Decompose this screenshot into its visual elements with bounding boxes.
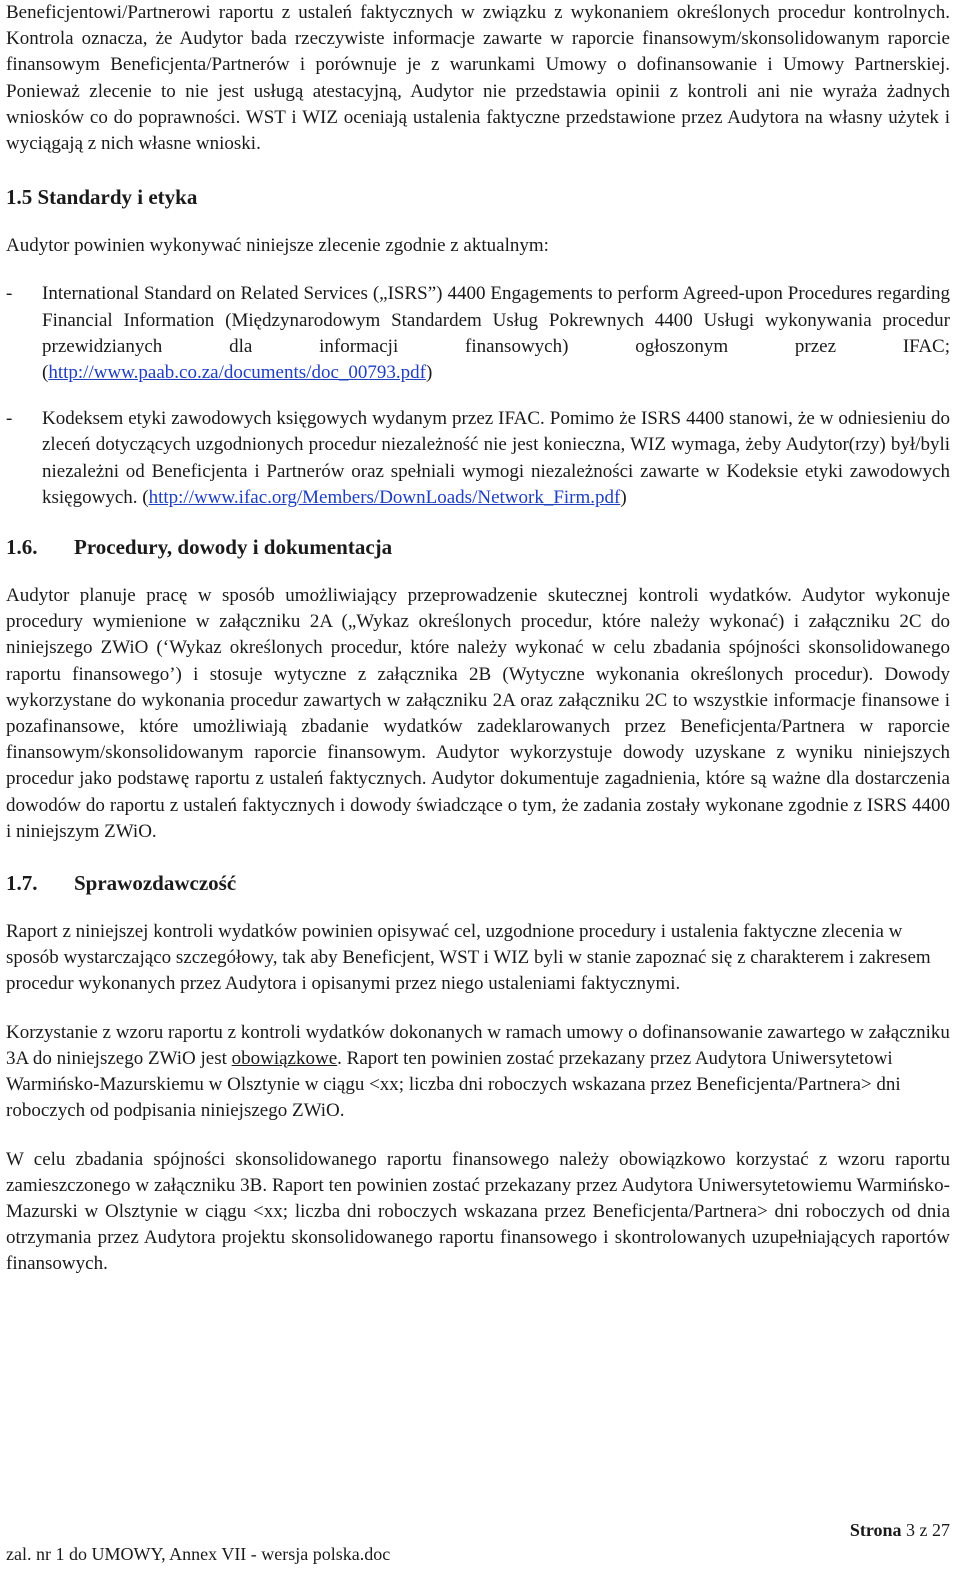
ethics-text: Kodeksem etyki zawodowych księgowych wydanym przez IFAC. Pomimo że ISRS 4400 stanowi, że w odniesieniu do zleceń dotyczących uzgodnionych procedur niezależność nie jest konieczna, WIZ wymaga, żeby Audytor(rzy) był/byli niezależni od Beneficjenta i Partnerów oraz spełniali wymogi niezależności zawarte w Kodeksie etyki zawodowych księgowych. ( bbox=[42, 408, 950, 508]
ifac-link[interactable]: http://www.ifac.org/Members/DownLoads/Network_Firm.pdf bbox=[148, 486, 621, 508]
page-total: 27 bbox=[932, 1520, 950, 1540]
section-1-6-text: Audytor planuje pracę w sposób umożliwiający przeprowadzenie skutecznej kontroli wydatków. Audytor wykonuje procedury wymienione w załączniku 2A („Wykaz określonych procedur, które należy wykonać) i załączniku 2C do niniejszego ZWiO (‘Wykaz określonych procedur, które należy wykonać w celu zbadania spójności skonsolidowanego raportu finansowego’) i stosuje wytyczne z załącznika 2B (Wytyczne wykonania określonych procedur). Dowody wykorzystane do wykonania procedur zawartych w załączniku 2A oraz załączniku 2C to wszystkie informacje finansowe i pozafinansowe, które umożliwiają zbadanie wydatków zadeklarowanych przez Beneficjenta/Partnera w raporcie finansowym/skonsolidowanym raporcie finansowym. Audytor wykorzystuje dowody uzyskane z wyniku niniejszych procedur jako podstawę raportu z ustaleń faktycznych. Audytor dokumentuje zagadnienia, które są ważne dla dostarczenia dowodów do raportu z ustaleń faktycznych i dowody świadczące o tym, że zadania zostały wykonane zgodnie z ISRS 4400 i niniejszym ZWiO. bbox=[6, 585, 950, 842]
section-1-5 bbox=[6, 183, 950, 511]
document-page bbox=[6, 0, 950, 1278]
section-number: 1.6. bbox=[6, 535, 38, 560]
section-1-5-heading: 1.5 Standardy i etyka bbox=[6, 185, 198, 210]
section-title: Sprawozdawczość bbox=[74, 871, 237, 896]
page-current: 3 bbox=[906, 1520, 915, 1540]
section-1-7 bbox=[6, 869, 950, 1277]
section-1-7-paragraph-3: W celu zbadania spójności skonsolidowanego raportu finansowego należy obowiązkowo korzystać z wzoru raportu zamieszczonego w załączniku 3B. Raport ten powinien zostać przekazany przez Audytora Uniwersytetowiemu Warmińsko-Mazurski w Olsztynie w ciągu <xx; liczba dni roboczych wskazana przez Beneficjenta/Partnera> dni roboczych od dnia otrzymania przez Audytora projektu skonsolidowanego raportu finansowego i skontrolowanych uzupełniających raportów finansowych. bbox=[6, 1148, 950, 1275]
section-1-5-intro: Audytor powinien wykonywać niniejsze zlecenie zgodnie z aktualnym: bbox=[6, 235, 549, 257]
page-separator: z bbox=[919, 1520, 928, 1540]
intro-paragraph: Beneficjentowi/Partnerowi raportu z ustaleń faktycznych w związku z wykonaniem określonych procedur kontrolnych. Kontrola oznacza, że Audytor bada rzeczywiste informacje zawarte w raporcie finansowym/skonsolidowanym raporcie finansowym Beneficjenta/Partnerów i porównuje je z warunkami Umowy o dofinansowanie i Umowy Partnerskiej. Ponieważ zlecenie to nie jest usługą atestacyjną, Audytor nie przedstawia opinii z kontroli ani nie wyraża żadnych wniosków co do poprawności. WST i WIZ oceniają ustalenia faktyczne przedstawione przez Audytora na własny użytek i wyciągają z nich własne wnioski. bbox=[6, 2, 950, 155]
section-number: 1.7. bbox=[6, 871, 38, 896]
page-number bbox=[850, 1520, 950, 1541]
p2-text-a: Korzystanie z wzoru raportu z kontroli wydatków dokonanych w ramach umowy o dofinansowanie zawartego w załączniku 3A do niniejszego ZWiO jest bbox=[6, 1021, 950, 1069]
section-1-7-paragraph-1: Raport z niniejszej kontroli wydatków powinien opisywać cel, uzgodnione procedury i ustalenia faktyczne zlecenia w sposób wystarczająco szczegółowy, tak aby Beneficjent, WST i WIZ byli w stanie zapoznać się z charakterem i zakresem procedur wykonanych przez Audytora i opisanymi przez niego ustaleniami faktycznymi. bbox=[6, 921, 931, 995]
paab-link[interactable]: http://www.paab.co.za/documents/doc_00793.pdf bbox=[48, 362, 426, 384]
p2-text-b: . Raport ten powinien zostać przekazany przez Audytora Uniwersytetowi Warmińsko-Mazurskiemu w Olsztynie w ciągu <xx; liczba dni roboczych wskazana przez Beneficjenta/Partnera> dni roboczych od podpisania niniejszego ZWiO. bbox=[6, 1047, 901, 1122]
isrs-text: International Standard on Related Services („ISRS”) 4400 Engagements to perform Agreed-upon Procedures regarding Financial Information (Międzynarodowym Standardem Usług Pokrewnych 4400 Usługi wykonywania procedur przewidzianych dla informacji finansowych) ogłoszonym przez IFAC; ( bbox=[42, 283, 950, 384]
ethics-text-end: ) bbox=[620, 486, 627, 508]
list-dash: - bbox=[6, 408, 13, 430]
isrs-text-end: ) bbox=[425, 362, 433, 384]
page-label: Strona bbox=[849, 1520, 902, 1540]
section-1-6 bbox=[6, 533, 950, 845]
section-1-7-paragraph-2 bbox=[6, 1020, 950, 1125]
list-item-text bbox=[42, 281, 950, 386]
list-dash: - bbox=[6, 283, 13, 305]
section-1-7-heading bbox=[6, 869, 950, 897]
list-item bbox=[6, 281, 950, 386]
section-1-6-heading bbox=[6, 533, 950, 561]
section-title: Procedury, dowody i dokumentacja bbox=[74, 535, 393, 560]
list-item-text bbox=[42, 406, 950, 511]
list-item bbox=[6, 406, 950, 511]
obligatory-underlined: obowiązkowe bbox=[231, 1047, 338, 1069]
footer-filename: zal. nr 1 do UMOWY, Annex VII - wersja polska.doc bbox=[6, 1544, 391, 1564]
